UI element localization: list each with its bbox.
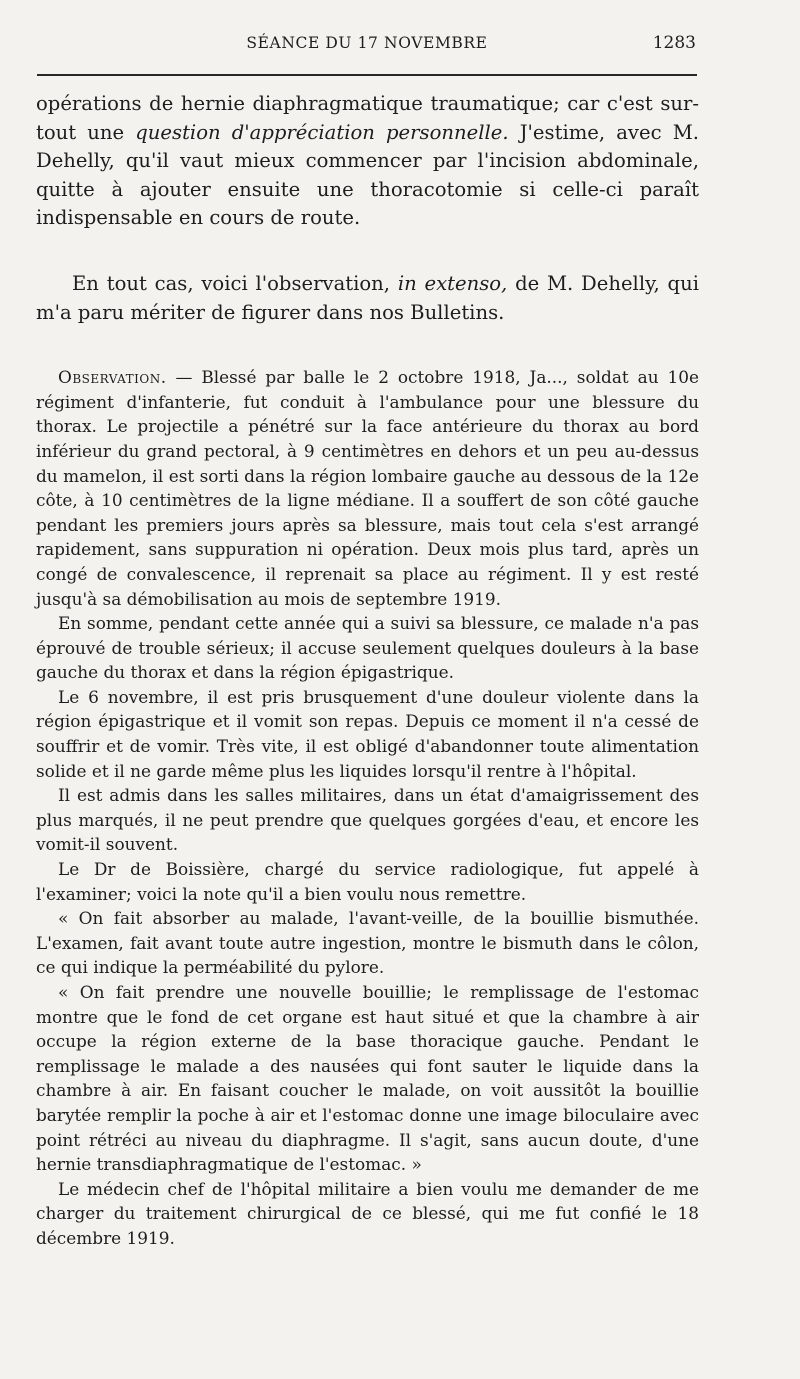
intro-section xyxy=(36,90,699,327)
observation-paragraph-4: Il est admis dans les salles militaires, dans un état d'amaigrissement des plus marqués, il ne peut prendre que quelques gorgées d'eau, et encore les vomit-il souvent. xyxy=(36,785,699,855)
observation-paragraph-8: Le médecin chef de l'hôpital militaire a bien voulu me demander de me charger du traitement chirurgical de ce blessé, qui me fut confié le 18 décembre 1919. xyxy=(36,1178,699,1248)
observation-p1-text: — Blessé par balle le 2 octobre 1918, Ja..., soldat au 10e régiment d'infanterie, fut conduit à l'ambulance pour une blessure du thorax. Le projectile a pénétré sur la face antérieure du thorax au bord inférieur du grand pectoral, à 9 centimètres en dehors et un peu au-dessus du mamelon, il est sorti dans la région lombaire gauche au dessous de la 12e côte, à 10 centimètres de la ligne médiane. Il a souffert de son côté gauche pendant les premiers jours après sa blessure, mais tout cela s'est arrangé rapidement, sans suppuration ni opération. Deux mois plus tard, après un congé de convalescence, il reprenait sa place au régiment. Il y est resté jusqu'à sa démobilisation au mois de septembre 1919. xyxy=(36,367,699,609)
observation-paragraph-7: « On fait prendre une nouvelle bouillie; le remplissage de l'estomac montre que le fond de cet organe est haut situé et que la chambre à air occupe la région externe de la base thoracique gauche. Pendant le remplissage le malade a des nausées qui font sauter le liquide dans la chambre à air. En faisant coucher le malade, on voit aussitôt la bouillie barytée remplir la poche à air et l'estomac donne une image biloculaire avec point rétréci au niveau du diaphragme. Il s'agit, sans aucun doute, d'une hernie transdiaphragmatique de l'estomac. » xyxy=(36,982,699,1175)
observation-section xyxy=(36,365,699,1250)
intro-p2-emphasis: in extenso, xyxy=(397,271,508,295)
intro-paragraph-1 xyxy=(36,90,699,233)
intro-p1-end: J'estime, avec M. Dehelly, qu'il vaut mieux commencer par l'incision abdominale, quitte à ajouter ensuite une thoracotomie si celle-ci paraît indispensable en cours de route. xyxy=(36,120,699,230)
paragraph-gap xyxy=(36,233,699,270)
running-title: SÉANCE DU 17 NOVEMBRE xyxy=(246,34,488,52)
intro-paragraph-2 xyxy=(36,270,699,327)
intro-p1-start: opérations de hernie diaphragmatique traumatique; car c'est sur-tout une xyxy=(36,92,699,144)
header-rule xyxy=(37,74,697,76)
observation-paragraph-5: Le Dr de Boissière, chargé du service radiologique, fut appelé à l'examiner; voici la note qu'il a bien voulu nous remettre. xyxy=(36,859,699,904)
intro-p2-end: de M. Dehelly, qui m'a paru mériter de figurer dans nos Bulletins. xyxy=(36,271,699,324)
section-gap xyxy=(36,327,699,365)
observation-paragraph-6: « On fait absorber au malade, l'avant-veille, de la bouillie bismuthée. L'examen, fait avant toute autre ingestion, montre le bismuth dans le côlon, ce qui indique la perméabilité du pylore. xyxy=(36,908,699,978)
intro-p1-emphasis: question d'appréciation personnelle. xyxy=(135,120,509,144)
page-number: 1283 xyxy=(652,33,696,53)
observation-paragraph-2: En somme, pendant cette année qui a suivi sa blessure, ce malade n'a pas éprouvé de trouble sérieux; il accuse seulement quelques douleurs à la base gauche du thorax et dans la région épigastrique. xyxy=(36,613,699,683)
body-text xyxy=(36,90,699,1251)
observation-paragraph-3: Le 6 novembre, il est pris brusquement d'une douleur violente dans la région épigastrique et il vomit son repas. Depuis ce moment il n'a cessé de souffrir et de vomir. Très vite, il est obligé d'abandonner toute alimentation solide et il ne garde même plus les liquides lorsqu'il rentre à l'hôpital. xyxy=(36,686,699,781)
intro-p2-start: En tout cas, voici l'observation, xyxy=(72,271,398,295)
page-header xyxy=(36,34,698,58)
observation-label: Observation. xyxy=(58,367,167,388)
observation-paragraph-1 xyxy=(36,365,699,611)
